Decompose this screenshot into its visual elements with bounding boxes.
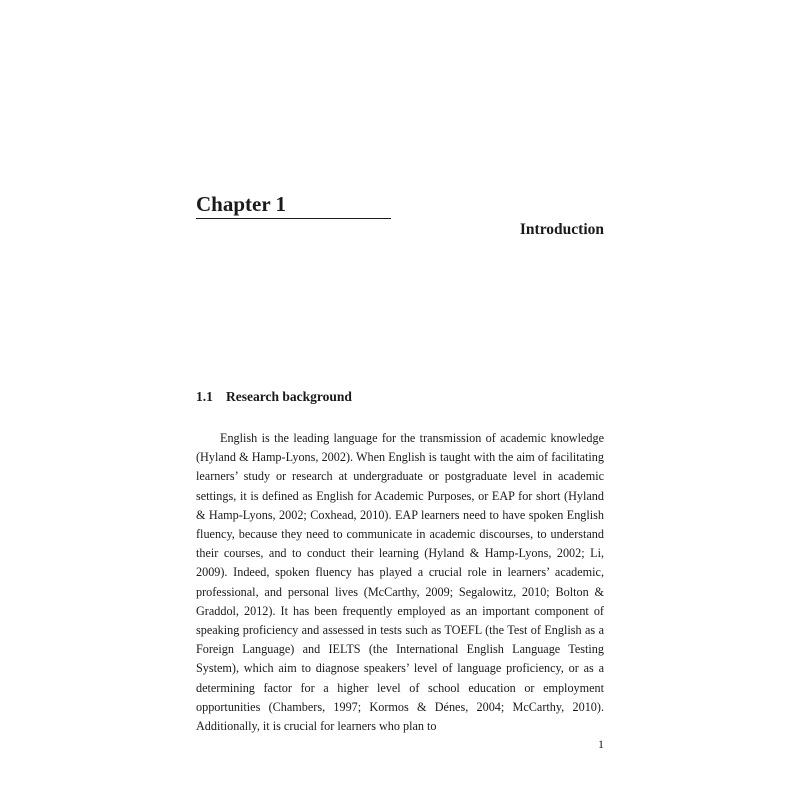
- page-number: 1: [598, 737, 604, 751]
- section-title: Research background: [226, 389, 352, 404]
- section-heading: [196, 388, 352, 406]
- chapter-label: Chapter 1: [196, 190, 391, 219]
- chapter-title: Introduction: [519, 221, 604, 238]
- body-paragraph: English is the leading language for the transmission of academic knowledge (Hyland & Hamp-Lyons, 2002). When English is taught with the aim of facilitating learners’ study or research at undergraduate or postgraduate level in academic settings, it is defined as English for Academic Purposes, or EAP for short (Hyland & Hamp-Lyons, 2002; Coxhead, 2010). EAP learners need to have spoken English fluency, because they need to communicate in academic discourses, to understand their courses, and to conduct their learning (Hyland & Hamp-Lyons, 2002; Li, 2009). Indeed, spoken fluency has played a crucial role in learners’ academic, professional, and personal lives (McCarthy, 2009; Segalowitz, 2010; Bolton & Graddol, 2012). It has been frequently employed as an important component of speaking proficiency and assessed in tests such as TOEFL (the Test of English as a Foreign Language) and IELTS (the International English Language Testing System), which aim to diagnose speakers’ level of language proficiency, or as a determining factor for a higher level of school education or employment opportunities (Chambers, 1997; Kormos & Dénes, 2004; McCarthy, 2010). Additionally, it is crucial for learners who plan to: [196, 431, 604, 734]
- section-number: 1.1: [196, 389, 213, 404]
